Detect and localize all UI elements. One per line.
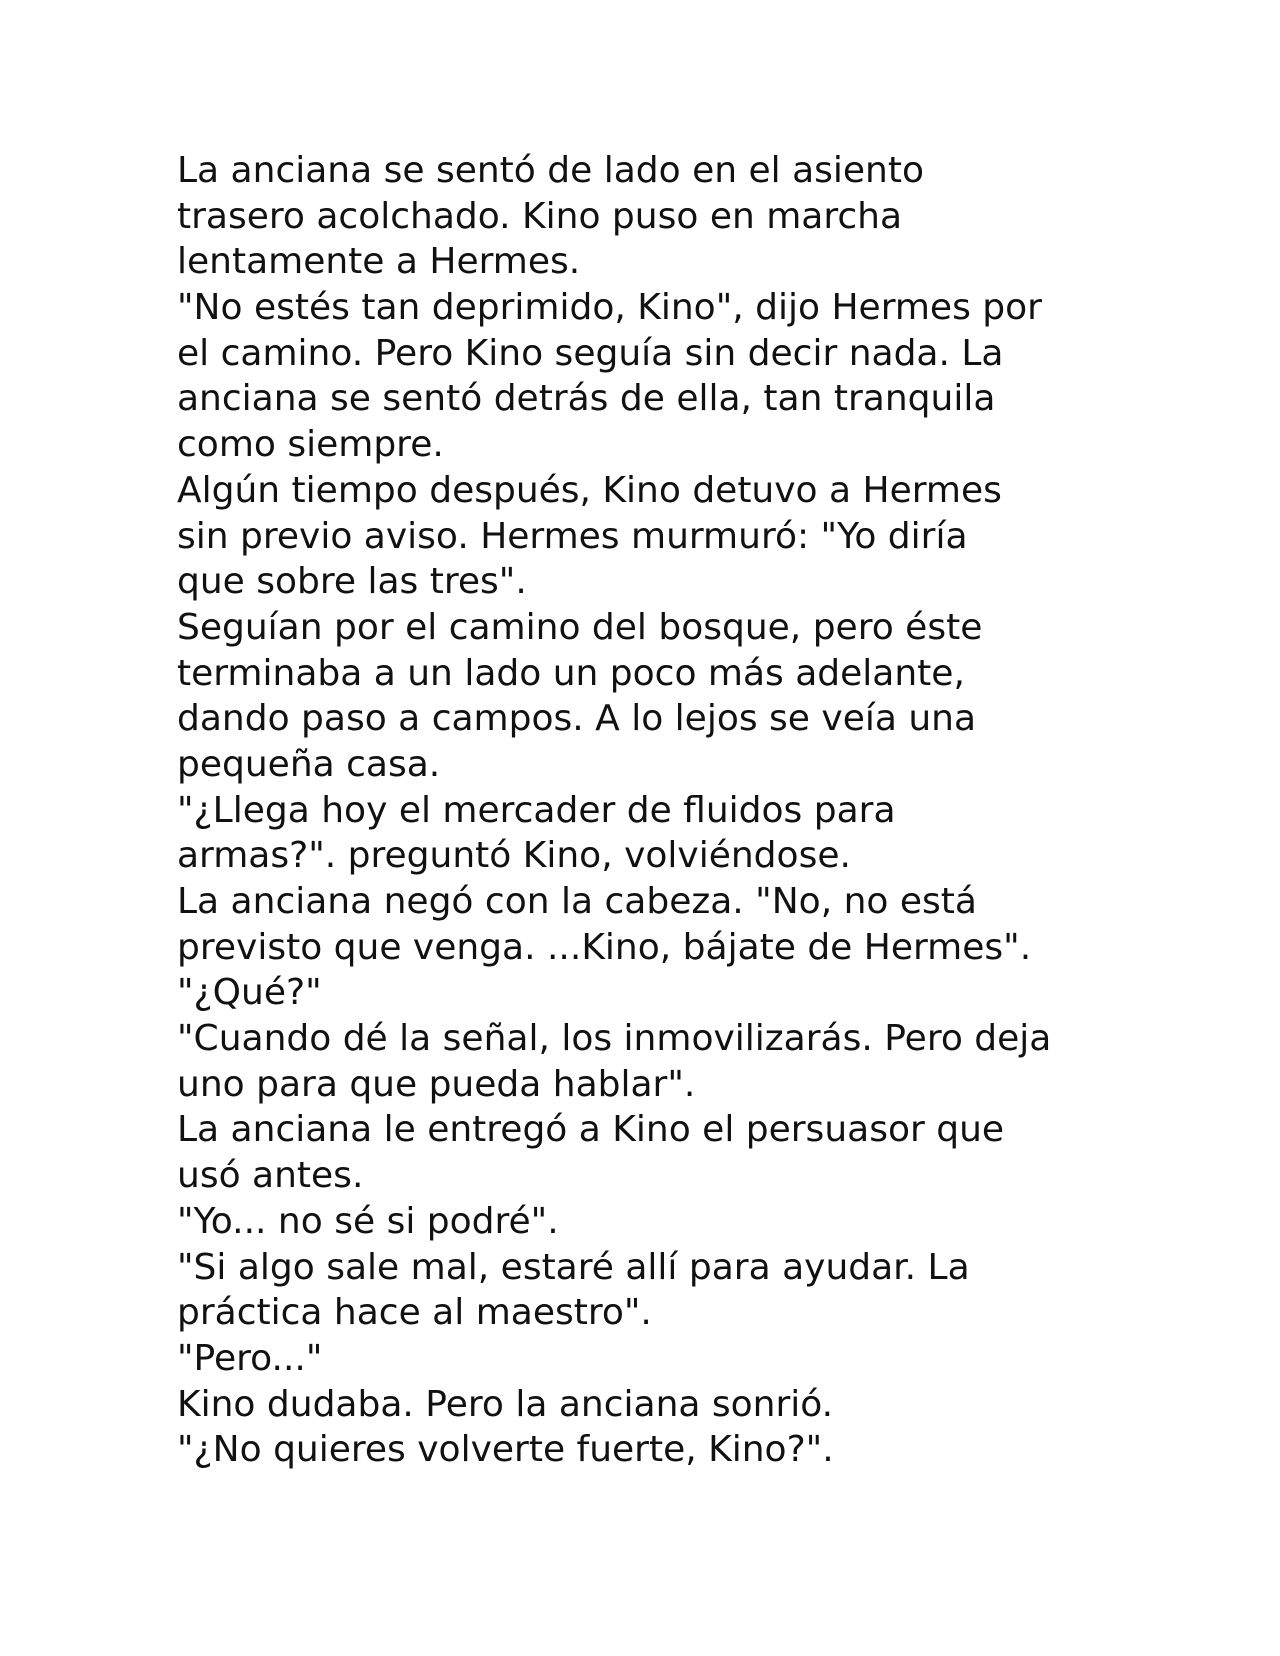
- text-line: "¿No quieres volverte fuerte, Kino?".: [177, 1429, 834, 1471]
- text-line: terminaba a un lado un poco más adelante,: [177, 652, 965, 694]
- text-line: como siempre.: [177, 424, 444, 466]
- text-line: Algún tiempo después, Kino detuvo a Hermes: [177, 469, 1002, 511]
- text-line: La anciana negó con la cabeza. "No, no está: [177, 881, 977, 922]
- text-line: trasero acolchado. Kino puso en marcha: [177, 195, 903, 237]
- text-line: La anciana se sentó de lado en el asiento: [177, 150, 925, 191]
- body-text: [177, 148, 1177, 1473]
- text-line: "Pero...": [177, 1337, 323, 1379]
- text-line: Kino dudaba. Pero la anciana sonrió.: [177, 1383, 834, 1425]
- text-line: que sobre las tres".: [177, 561, 527, 603]
- text-line: uno para que pueda hablar".: [177, 1063, 696, 1105]
- text-line: "Si algo sale mal, estaré allí para ayudar. La: [177, 1246, 970, 1288]
- text-line: "¿Llega hoy el mercader de fluidos para: [177, 789, 896, 831]
- text-line: armas?". preguntó Kino, volviéndose.: [177, 835, 851, 877]
- text-line: La anciana le entregó a Kino el persuasor que: [177, 1109, 1005, 1151]
- text-line: práctica hace al maestro".: [177, 1292, 652, 1334]
- text-line: pequeña casa.: [177, 743, 441, 785]
- text-line: anciana se sentó detrás de ella, tan tranquila: [177, 378, 996, 420]
- text-line: "Cuando dé la señal, los inmovilizarás. Pero deja: [177, 1018, 1052, 1060]
- text-line: dando paso a campos. A lo lejos se veía una: [177, 698, 977, 740]
- text-line: previsto que venga. ...Kino, bájate de Hermes".: [177, 926, 1032, 968]
- text-line: el camino. Pero Kino seguía sin decir nada. La: [177, 332, 1004, 374]
- text-line: usó antes.: [177, 1155, 364, 1197]
- text-line: "¿Qué?": [177, 972, 322, 1014]
- text-line: sin previo aviso. Hermes murmuró: "Yo diría: [177, 515, 968, 557]
- text-line: "Yo... no sé si podré".: [177, 1200, 559, 1242]
- text-line: "No estés tan deprimido, Kino", dijo Hermes por: [177, 287, 1042, 329]
- text-line: lentamente a Hermes.: [177, 241, 581, 283]
- text-line: Seguían por el camino del bosque, pero éste: [177, 606, 983, 648]
